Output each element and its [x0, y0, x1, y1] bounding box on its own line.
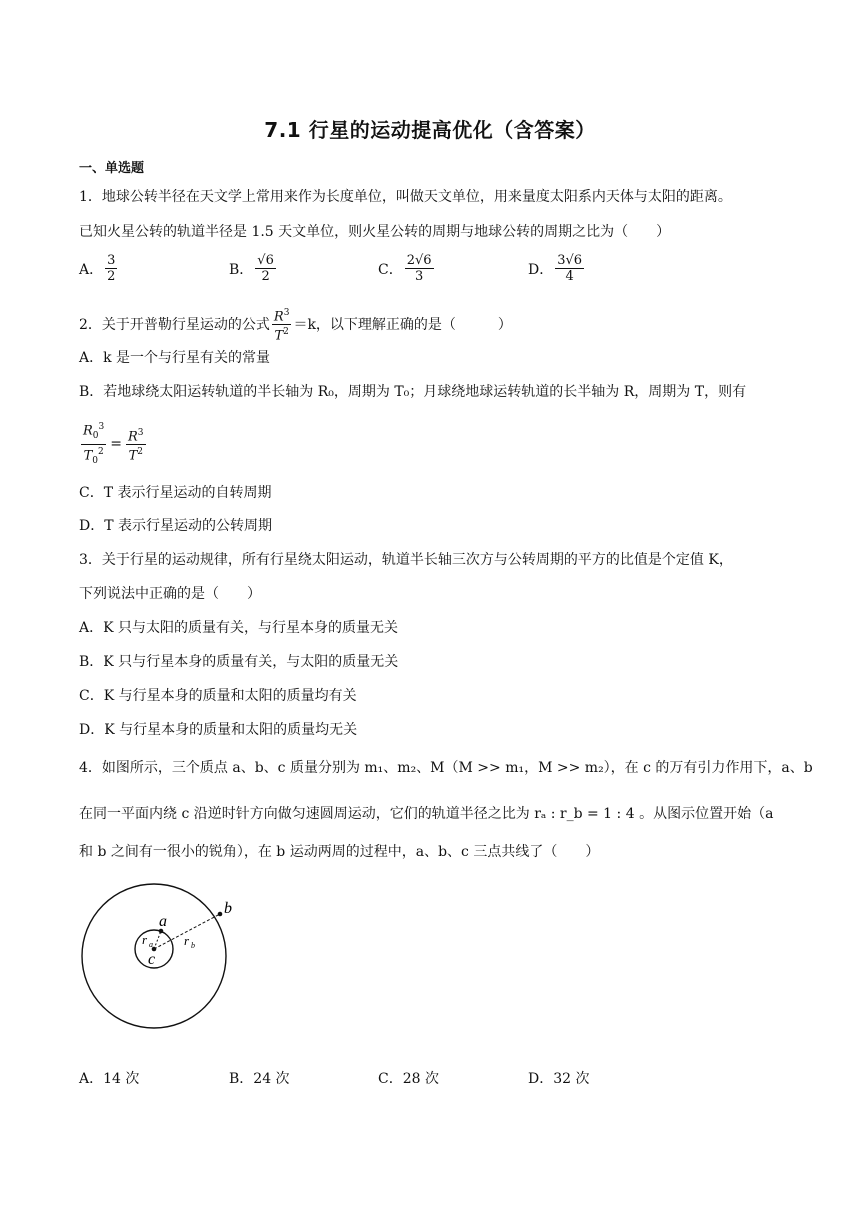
label-a: a — [159, 913, 167, 930]
orbit-diagram-svg — [79, 880, 239, 1030]
label-c: c — [148, 951, 156, 968]
q1-option-c[interactable]: C． $\frac{2√6}{3}$ — [378, 253, 432, 284]
q2-stem: 2．关于开普勒行星运动的公式 $\frac{R^3}{T^2}$ ＝k，以下理解正确的是（ ） — [79, 308, 512, 344]
q2-option-c[interactable]: C．T 表示行星运动的自转周期 — [79, 485, 272, 501]
orbit-diagram — [79, 880, 239, 1034]
label-b: b — [224, 900, 232, 917]
label-r-a-r: r — [142, 932, 148, 947]
q4-option-b[interactable]: B．24 次 — [229, 1071, 290, 1087]
point-b — [218, 912, 223, 917]
q1-option-b[interactable]: B． $\frac{√6}{2}$ — [229, 253, 274, 284]
kepler-formula: $\frac{R^3}{T^2}$ — [273, 308, 290, 344]
q3-option-b[interactable]: B．K 只与行星本身的质量有关，与太阳的质量无关 — [79, 654, 399, 670]
q3-line1: 3．关于行星的运动规律，所有行星绕太阳运动，轨道半长轴三次方与公转周期的平方的比值是个定值 K， — [79, 552, 733, 568]
q4-option-d[interactable]: D．32 次 — [528, 1071, 590, 1087]
label-r-a-sub: a — [149, 940, 153, 949]
label-r-b-r: r — [184, 933, 190, 948]
label-r-b-sub: b — [191, 941, 195, 950]
q3-line2: 下列说法中正确的是（ ） — [79, 586, 261, 602]
section-heading: 一、单选题 — [79, 161, 145, 176]
fraction: $\frac{√6}{2}$ — [257, 253, 274, 284]
q2-option-b-formula: $\frac{R_0^3}{T_0^2}$ = $\frac{R^3}{T^2}$ — [83, 422, 144, 466]
q1-line1: 1．地球公转半径在天文学上常用来作为长度单位，叫做天文单位，用来量度太阳系内天体与太阳的距离。 — [79, 189, 732, 205]
q2-option-d[interactable]: D．T 表示行星运动的公转周期 — [79, 518, 273, 534]
q1-option-a[interactable]: A． $\frac{3}{2}$ — [79, 253, 116, 284]
q4-option-a[interactable]: A．14 次 — [79, 1071, 140, 1087]
q1-line2: 已知火星公转的轨道半径是 1.5 天文单位，则火星公转的周期与地球公转的周期之比为（ ） — [79, 224, 671, 240]
q2-option-b[interactable]: B．若地球绕太阳运转轨道的半长轴为 R₀，周期为 T₀；月球绕地球运转轨道的长半轴为 R，周期为 T，则有 — [79, 384, 747, 400]
fraction: $\frac{2√6}{3}$ — [406, 253, 432, 284]
q4-line2: 在同一平面内绕 c 沿逆时针方向做匀速圆周运动，它们的轨道半径之比为 rₐ : r_b = 1 : 4 。从图示位置开始（a — [79, 806, 774, 822]
q4-option-c[interactable]: C．28 次 — [378, 1071, 439, 1087]
q3-option-a[interactable]: A．K 只与太阳的质量有关，与行星本身的质量无关 — [79, 620, 399, 636]
page-title: 7.1 行星的运动提高优化（含答案） — [264, 118, 596, 142]
q3-option-d[interactable]: D．K 与行星本身的质量和太阳的质量均无关 — [79, 722, 358, 738]
q1-option-d[interactable]: D． $\frac{3√6}{4}$ — [528, 253, 583, 284]
fraction: $\frac{3√6}{4}$ — [557, 253, 583, 284]
fraction: $\frac{3}{2}$ — [107, 253, 116, 284]
q2-option-a[interactable]: A．k 是一个与行星有关的常量 — [79, 350, 271, 366]
q3-option-c[interactable]: C．K 与行星本身的质量和太阳的质量均有关 — [79, 688, 357, 704]
q4-line1: 4．如图所示，三个质点 a、b、c 质量分别为 m₁、m₂、M（M >> m₁，M >> m₂），在 c 的万有引力作用下，a、b — [79, 760, 813, 776]
q4-line3: 和 b 之间有一很小的锐角），在 b 运动两周的过程中，a、b、c 三点共线了（ ） — [79, 844, 600, 860]
